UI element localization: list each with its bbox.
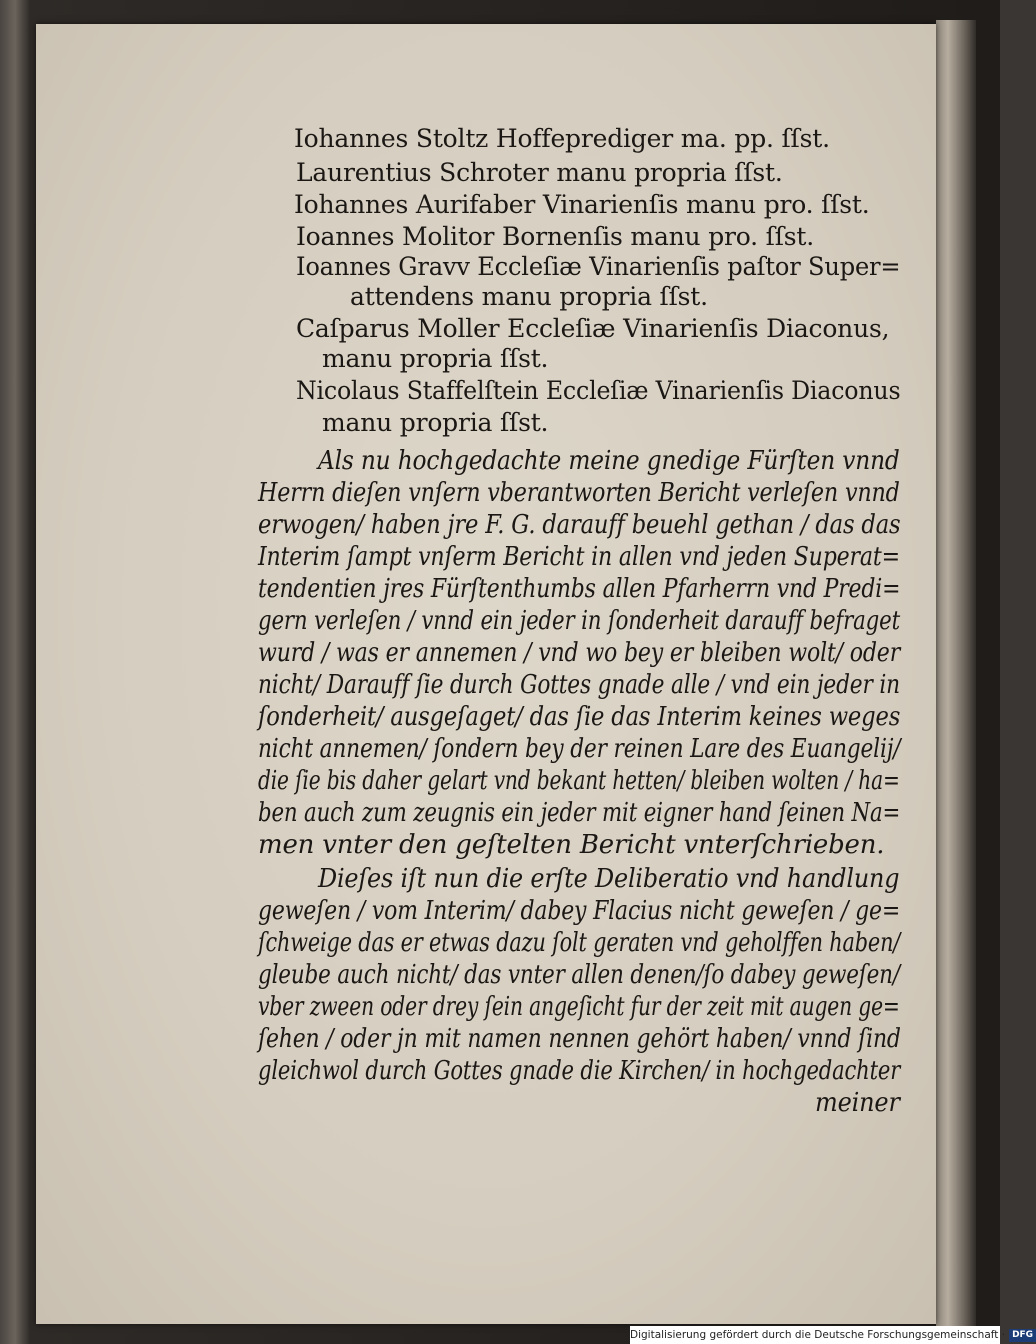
paragraph-line: Dieſes iſt nun die erſte Deliberatio vnd handlung <box>318 864 900 894</box>
paragraph-line: geweſen / vom Interim/ dabey Flacius nicht geweſen / ge= <box>258 896 901 926</box>
paragraph-line: men vnter den geſtelten Bericht vnterſchrieben. <box>258 830 885 860</box>
paragraph-line: tendentien jres Fürſtenthumbs allen Pfarherrn vnd Predi= <box>258 574 901 604</box>
paragraph-line: gleichwol durch Gottes gnade die Kirchen/ in hochgedachter <box>258 1056 901 1086</box>
catchword: meiner <box>815 1088 900 1118</box>
paragraph-line: Interim ſampt vnſerm Bericht in allen vnd jeden Superat= <box>258 542 900 572</box>
paragraph-line: wurd / was er annemen / vnd wo bey er bleiben wolt/ oder <box>258 638 901 668</box>
paragraph-line: nicht/ Darauff ſie durch Gottes gnade alle / vnd ein jeder in <box>258 670 900 700</box>
dfg-logo-icon: DFG <box>1009 1329 1036 1342</box>
paragraph-line: Als nu hochgedachte meine gnedige Fürſten vnnd <box>318 446 900 476</box>
paragraph-line: ben auch zum zeugnis ein jeder mit eigner hand ſeinen Na= <box>258 798 901 828</box>
paragraph-line: ſonderheit/ ausgeſaget/ das ſie das Interim keines weges <box>258 702 901 732</box>
page-edge <box>936 20 976 1330</box>
digitization-footer <box>630 1326 1034 1344</box>
paragraph-line: die ſie bis daher gelart vnd bekant hetten/ bleiben wolten / ha= <box>258 766 900 796</box>
signature-line: manu propria ſſst. <box>322 344 549 373</box>
signature-line: Laurentius Schroter manu propria ſſst. <box>296 158 783 187</box>
signature-line: Iohannes Aurifaber Vinarienſis manu pro. ſſst. <box>294 190 870 219</box>
paragraph-line: ſehen / oder jn mit namen nennen gehört haben/ vnnd ſind <box>258 1024 901 1054</box>
paragraph-line: erwogen/ haben jre F. G. darauff beuehl gethan / das das <box>258 510 901 540</box>
signature-line: Ioannes Gravv Eccleſiæ Vinarienſis paſtor Super= <box>296 252 901 281</box>
paragraph-line: Herrn dieſen vnſern vberantworten Bericht verleſen vnnd <box>258 478 900 508</box>
footer-text: Digitalisierung gefördert durch die Deutsche Forschungsgemeinschaft · <box>630 1329 1006 1341</box>
paragraph-line: gleube auch nicht/ das vnter allen denen/ſo dabey geweſen/ <box>258 960 900 990</box>
signature-line: manu propria ſſst. <box>322 408 549 437</box>
signature-line: attendens manu propria ſſst. <box>350 282 708 311</box>
signature-line: Iohannes Stoltz Hoffeprediger ma. pp. ſſst. <box>294 124 830 153</box>
signature-line: Ioannes Molitor Bornenſis manu pro. ſſst. <box>296 222 814 251</box>
paragraph-line: ſchweige das er etwas dazu ſolt geraten vnd geholffen haben/ <box>258 928 901 958</box>
signature-line: Caſparus Moller Eccleſiæ Vinarienſis Diaconus, <box>296 314 890 343</box>
paragraph-line: nicht annemen/ ſondern bey der reinen Lare des Euangelij/ <box>258 734 901 764</box>
paragraph-line: vber zween oder drey ſein angeſicht fur der zeit mit augen ge= <box>258 992 900 1022</box>
signature-line: Nicolaus Staffelſtein Eccleſiæ Vinarienſis Diaconus <box>296 376 901 405</box>
paragraph-line: gern verleſen / vnnd ein jeder in ſonderheit darauff befraget <box>258 606 900 636</box>
